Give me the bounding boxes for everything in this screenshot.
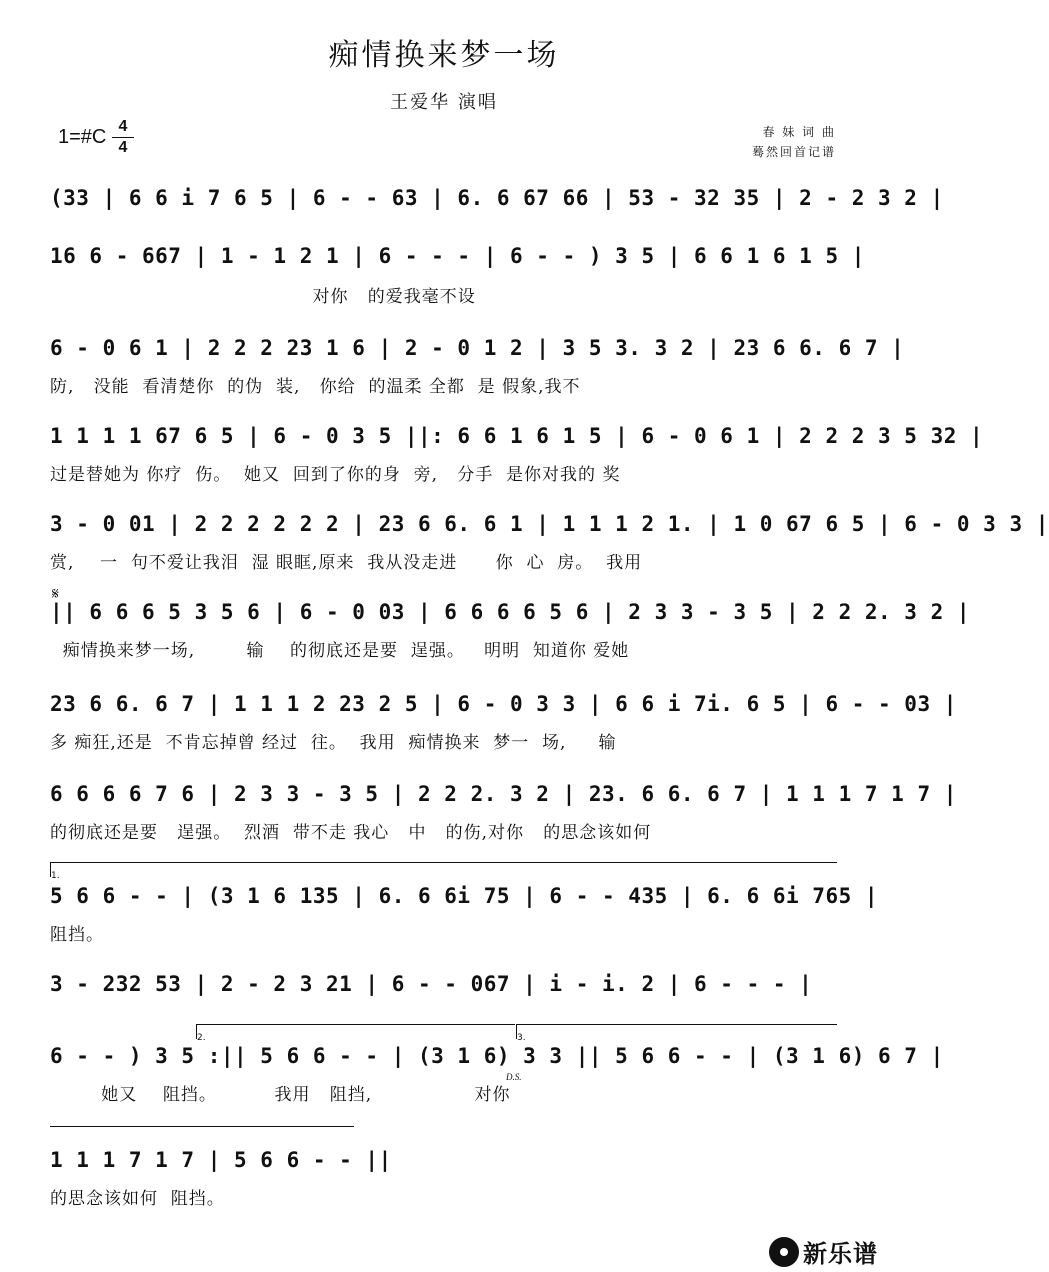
time-signature-line: [112, 137, 134, 138]
volta-number-1: 1.: [51, 871, 60, 881]
lyrics-row-6: 痴情换来梦一场, 输 的彻底还是要 逞强。 明明 知道你 爱她: [50, 641, 630, 661]
volta-number-3: 3.: [517, 1033, 526, 1043]
notation-row-2: 16 6 - 667 | 1 - 1 2 1 | 6 - - - | 6 - - ) 3 5 | 6 6 1 6 1 5 |: [50, 244, 865, 268]
lyrics-row-2: 对你 的爱我毫不设: [50, 287, 476, 307]
lyrics-row-5: 赏, 一 句不爱让我泪 湿 眼眶,原来 我从没走进 你 心 房。 我用: [50, 553, 643, 573]
notation-row-12: 1 1 1 7 1 7 | 5 6 6 - - ||: [50, 1148, 392, 1172]
lyrics-row-3: 防, 没能 看清楚你 的伪 装, 你给 的温柔 全都 是 假象,我不: [50, 377, 581, 397]
disc-icon: [769, 1237, 799, 1267]
lyrics-music-credit: 春 妹 词 曲: [762, 125, 836, 139]
lyrics-row-9: 阻挡。: [50, 925, 104, 945]
ending-line: [50, 1126, 354, 1141]
time-signature-bottom: 4: [118, 139, 128, 156]
notation-row-5: 3 - 0 01 | 2 2 2 2 2 2 | 23 6 6. 6 1 | 1 1 1 2 1. | 1 0 67 6 5 | 6 - 0 3 3 |: [50, 512, 1049, 536]
lyrics-row-7: 多 痴狂,还是 不肯忘掉曾 经过 往。 我用 痴情换来 梦一 场, 输: [50, 733, 617, 753]
notation-row-10: 3 - 232 53 | 2 - 2 3 21 | 6 - - 067 | i - i. 2 | 6 - - - |: [50, 972, 813, 996]
notation-row-3: 6 - 0 6 1 | 2 2 2 23 1 6 | 2 - 0 1 2 | 3 5 3. 3 2 | 23 6 6. 6 7 |: [50, 336, 905, 360]
ds-mark: D.S.: [506, 1072, 522, 1082]
volta-bracket-1: [50, 862, 837, 881]
key-signature: 1=#C: [58, 126, 107, 148]
notation-row-7: 23 6 6. 6 7 | 1 1 1 2 23 2 5 | 6 - 0 3 3 | 6 6 i 7i. 6 5 | 6 - - 03 |: [50, 692, 957, 716]
notation-row-6: || 6 6 6 5 3 5 6 | 6 - 0 03 | 6 6 6 6 5 6 | 2 3 3 - 3 5 | 2 2 2. 3 2 |: [50, 600, 971, 624]
notation-row-4: 1 1 1 1 67 6 5 | 6 - 0 3 5 ||: 6 6 1 6 1 5 | 6 - 0 6 1 | 2 2 2 3 5 32 |: [50, 424, 984, 448]
notation-row-1: (33 | 6 6 i 7 6 5 | 6 - - 63 | 6. 6 67 66 | 53 - 32 35 | 2 - 2 3 2 |: [50, 186, 944, 210]
site-logo: [769, 1234, 878, 1269]
song-title: 痴情换来梦一场: [328, 38, 560, 73]
volta-number-2: 2.: [197, 1033, 206, 1043]
segno-mark: 𝄋: [52, 584, 59, 603]
notation-row-8: 6 6 6 6 7 6 | 2 3 3 - 3 5 | 2 2 2. 3 2 | 23. 6 6. 6 7 | 1 1 1 7 1 7 |: [50, 782, 957, 806]
logo-text: 新乐谱: [803, 1240, 878, 1268]
lyrics-row-4: 过是替她为 你疗 伤。 她又 回到了你的身 旁, 分手 是你对我的 奖: [50, 465, 621, 485]
lyrics-row-11: 她又 阻挡。 我用 阻挡, 对你: [50, 1085, 511, 1105]
volta-bracket-3: [516, 1024, 837, 1043]
lyrics-row-12: 的思念该如何 阻挡。: [50, 1189, 225, 1209]
notation-row-9: 5 6 6 - - | (3 1 6 135 | 6. 6 6i 75 | 6 - - 435 | 6. 6 6i 765 |: [50, 884, 879, 908]
volta-bracket-2: [196, 1024, 515, 1043]
transcriber-credit: 蓦然回首记谱: [751, 145, 836, 159]
notation-row-11: 6 - - ) 3 5 :|| 5 6 6 - - | (3 1 6) 3 3 || 5 6 6 - - | (3 1 6) 6 7 |: [50, 1044, 944, 1068]
lyrics-row-8: 的彻底还是要 逞强。 烈酒 带不走 我心 中 的伤,对你 的思念该如何: [50, 823, 652, 843]
time-signature-top: 4: [118, 118, 128, 135]
singer-credit: 王爱华 演唱: [390, 92, 498, 113]
time-signature: [112, 118, 134, 157]
credits: [752, 122, 836, 162]
